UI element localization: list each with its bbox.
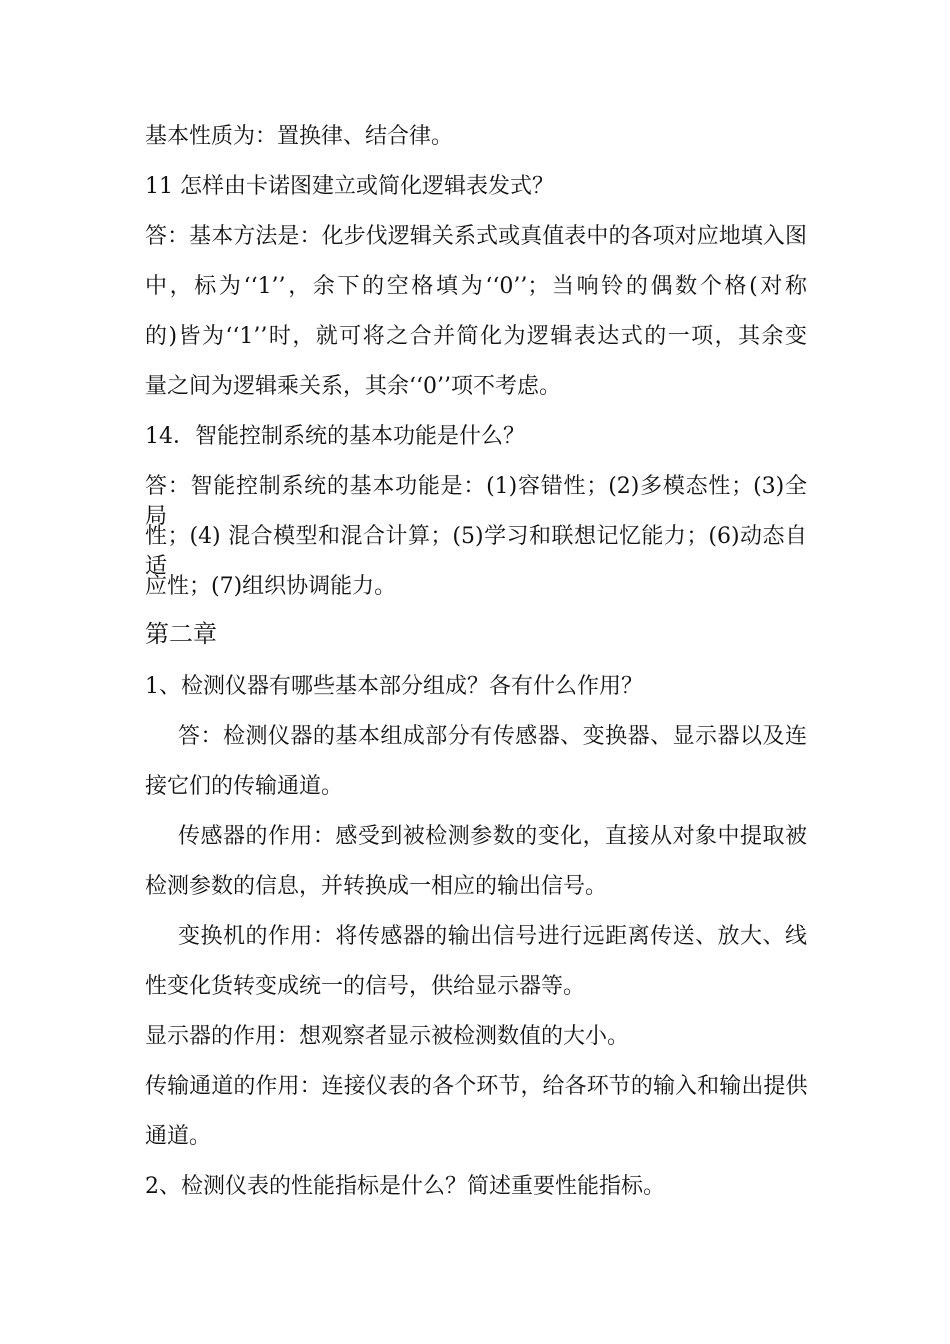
text-line: 显示器的作用：想观察者显示被检测数值的大小。 xyxy=(145,1024,630,1049)
question-heading: 14．智能控制系统的基本功能是什么？ xyxy=(145,424,525,449)
text-line: 答：智能控制系统的基本功能是：(1)容错性；(2)多模态性；(3)全局 xyxy=(145,474,807,529)
text-line: 应性；(7)组织协调能力。 xyxy=(145,574,397,599)
question-heading: 1、检测仪器有哪些基本部分组成？各有什么作用？ xyxy=(145,674,643,699)
text-line: 检测参数的信息，并转换成一相应的输出信号。 xyxy=(145,874,608,899)
text-line: 性变化货转变成统一的信号，供给显示器等。 xyxy=(145,974,586,999)
text-line: 答：基本方法是：化步伐逻辑关系式或真值表中的各项对应地填入图 xyxy=(145,224,807,249)
text-line: 变换机的作用：将传感器的输出信号进行远距离传送、放大、线 xyxy=(178,924,807,949)
text-line: 中，标为‘‘1’’，余下的空格填为‘‘0’’；当响铃的偶数个格(对称 xyxy=(145,274,807,299)
text-line: 答：检测仪器的基本组成部分有传感器、变换器、显示器以及连 xyxy=(178,724,807,749)
question-heading: 2、检测仪表的性能指标是什么？简述重要性能指标。 xyxy=(145,1174,665,1199)
text-line: 通道。 xyxy=(145,1124,212,1149)
text-line: 传感器的作用：感受到被检测参数的变化，直接从对象中提取被 xyxy=(178,824,807,849)
text-line: 量之间为逻辑乘关系，其余‘‘0’’项不考虑。 xyxy=(145,374,561,399)
chapter-heading: 第二章 xyxy=(145,620,217,648)
question-heading: 11 怎样由卡诺图建立或简化逻辑表发式？ xyxy=(145,174,554,199)
text-line: 性；(4) 混合模型和混合计算；(5)学习和联想记忆能力；(6)动态自适 xyxy=(145,524,807,579)
text-line: 接它们的传输通道。 xyxy=(145,774,344,799)
text-line: 传输通道的作用：连接仪表的各个环节，给各环节的输入和输出提供 xyxy=(145,1074,807,1099)
text-line: 基本性质为：置换律、结合律。 xyxy=(145,124,454,149)
text-line: 的)皆为‘‘1’’时，就可将之合并简化为逻辑表达式的一项，其余变 xyxy=(145,324,807,349)
